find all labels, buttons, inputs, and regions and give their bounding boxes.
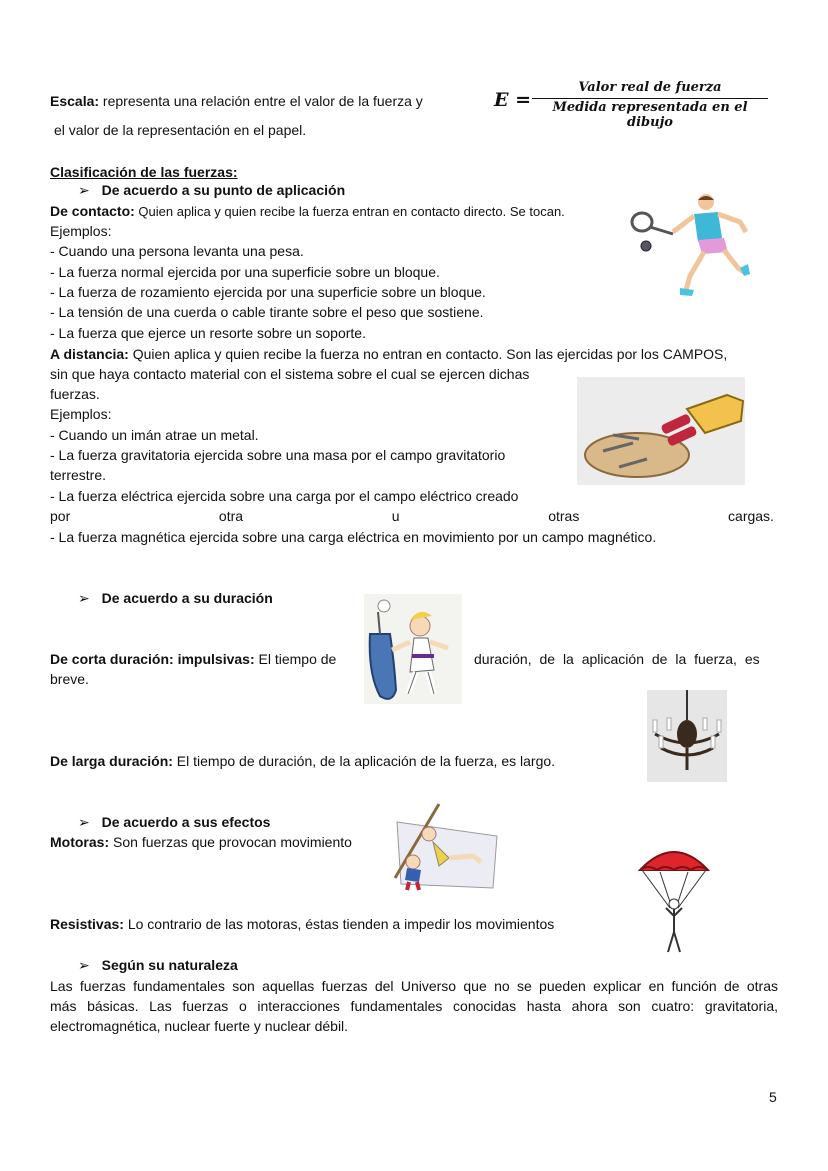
formula-denominator: Medida representada en el dibujo — [552, 100, 748, 130]
escala-formula — [494, 80, 784, 130]
motoras-line — [50, 833, 352, 851]
tennis-player-illustration — [628, 192, 756, 300]
contact-example: - La fuerza de rozamiento ejercida por una superficie sobre un bloque. — [50, 284, 486, 300]
heading-text: De acuerdo a su punto de aplicación — [101, 182, 346, 198]
ejemplos-label-2: Ejemplos: — [50, 406, 112, 422]
corta-line-a — [50, 650, 336, 668]
word: otra — [218, 508, 244, 524]
contacto-text: Quien aplica y quien recibe la fuerza entran en contacto directo. Se tocan. — [134, 204, 565, 219]
distance-example: - La fuerza gravitatoria ejercida sobre una masa por el campo gravitatorio — [50, 447, 506, 463]
escala-line-1 — [50, 92, 423, 110]
distancia-line — [50, 345, 727, 363]
distancia-label: A distancia: — [50, 346, 129, 362]
chandelier-illustration — [647, 690, 727, 782]
bullet-arrow-icon: ➢ — [78, 182, 90, 198]
contact-example: - Cuando una persona levanta una pesa. — [50, 243, 304, 259]
distance-example: - La fuerza eléctrica ejercida sobre una carga por el campo eléctrico creado — [50, 488, 519, 504]
corta-text-a: El tiempo de — [254, 651, 337, 667]
resistivas-text: Lo contrario de las motoras, éstas tienden a impedir los movimientos — [123, 916, 555, 932]
justified-line — [50, 507, 774, 525]
punching-bag-illustration — [364, 594, 462, 704]
section-title: Clasificación de las fuerzas: — [50, 164, 238, 180]
distancia-text-3: fuerzas. — [50, 386, 100, 402]
contacto-line — [50, 202, 565, 221]
heading-efectos — [78, 813, 270, 831]
distance-example-last: - La fuerza magnética ejercida sobre una carga eléctrica en movimiento por un campo magnético. — [50, 529, 657, 545]
heading-text: Según su naturaleza — [101, 957, 238, 973]
distance-example: - Cuando un imán atrae un metal. — [50, 427, 259, 443]
motoras-label: Motoras: — [50, 834, 110, 850]
word: u — [391, 508, 400, 524]
distancia-text: Quien aplica y quien recibe la fuerza no entran en contacto. Son las ejercidas por los CAMPOS, — [128, 346, 728, 362]
contact-example: - La tensión de una cuerda o cable tirante sobre el peso que sostiene. — [50, 304, 484, 320]
bullet-arrow-icon: ➢ — [78, 957, 90, 973]
distance-example: terrestre. — [50, 467, 107, 483]
heading-punto-aplicacion — [78, 181, 345, 199]
larga-line — [50, 752, 555, 770]
pole-vault-illustration — [389, 800, 501, 892]
naturaleza-line-2: más básicas. Las fuerzas o interacciones fundamentales conocidas hasta ahora son cuatro: gravitatoria, — [50, 998, 778, 1014]
motoras-text: Son fuerzas que provocan movimiento — [109, 834, 352, 850]
corta-label: De corta duración: impulsivas: — [50, 651, 255, 667]
word: otras — [548, 508, 580, 524]
escala-line-2: el valor de la representación en el papel. — [54, 122, 307, 138]
parachute-illustration — [636, 840, 712, 958]
page-number: 5 — [769, 1089, 777, 1105]
corta-text-b: duración, de la aplicación de la fuerza, es — [474, 651, 760, 667]
corta-line-b — [474, 650, 778, 668]
resistivas-line — [50, 915, 554, 933]
bullet-arrow-icon: ➢ — [78, 590, 90, 606]
distancia-text-2: sin que haya contacto material con el sistema sobre el cual se ejercen dichas — [50, 366, 530, 382]
formula-numerator: Valor real de fuerza — [578, 80, 722, 95]
word: cargas. — [728, 508, 774, 524]
corta-line-c: breve. — [50, 671, 89, 687]
naturaleza-line-1: Las fuerzas fundamentales son aquellas fuerzas del Universo que no se pueden explicar en función de otras — [50, 978, 778, 994]
ejemplos-label: Ejemplos: — [50, 223, 112, 239]
larga-label: De larga duración: — [50, 753, 173, 769]
larga-text: El tiempo de duración, de la aplicación de la fuerza, es largo. — [172, 753, 556, 769]
heading-naturaleza — [78, 956, 238, 974]
heading-text: De acuerdo a su duración — [101, 590, 273, 606]
formula-fraction-bar — [532, 98, 768, 99]
contacto-label: De contacto: — [50, 203, 135, 219]
escala-label: Escala: — [50, 93, 100, 109]
escala-text-1: representa una relación entre el valor de la fuerza y — [99, 93, 423, 109]
contact-example: - La fuerza normal ejercida por una superficie sobre un bloque. — [50, 264, 440, 280]
heading-duracion — [78, 589, 273, 607]
magnet-illustration — [577, 377, 745, 485]
contact-example: - La fuerza que ejerce un resorte sobre un soporte. — [50, 325, 366, 341]
resistivas-label: Resistivas: — [50, 916, 124, 932]
naturaleza-line-3: electromagnética, nuclear fuerte y nuclear débil. — [50, 1018, 349, 1034]
heading-text: De acuerdo a sus efectos — [101, 814, 271, 830]
word: por — [50, 508, 71, 524]
formula-lhs: E = — [494, 89, 532, 111]
bullet-arrow-icon: ➢ — [78, 814, 90, 830]
